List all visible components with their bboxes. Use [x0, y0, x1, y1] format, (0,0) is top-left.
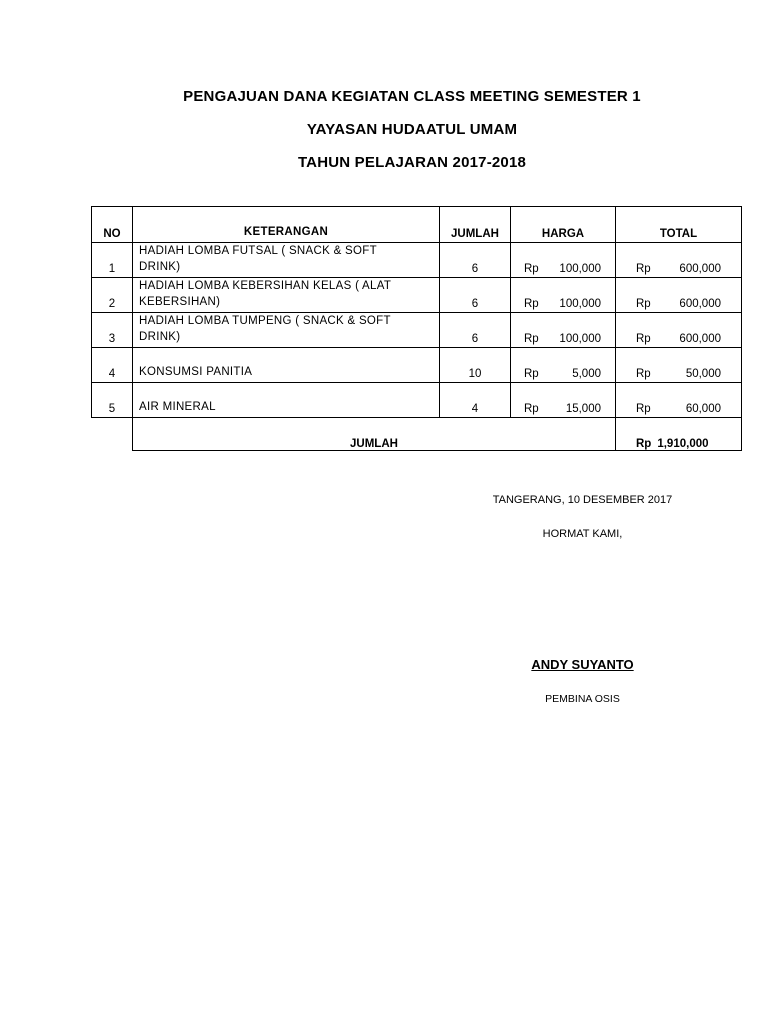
row-harga-currency: Rp — [524, 298, 539, 310]
row-total-currency: Rp — [636, 263, 651, 275]
row-harga — [511, 348, 616, 383]
row-keterangan — [133, 313, 440, 348]
table-row — [92, 278, 742, 313]
row-jumlah: 6 — [440, 278, 511, 313]
row-total — [616, 348, 742, 383]
sum-total — [616, 418, 742, 451]
row-no: 4 — [92, 348, 133, 383]
table-header-row — [92, 207, 742, 243]
row-total-value: 60,000 — [685, 403, 721, 415]
row-no: 1 — [92, 243, 133, 278]
row-total — [616, 383, 742, 418]
sum-total-value: 1,910,000 — [657, 438, 709, 450]
row-keterangan — [133, 383, 440, 418]
col-header-harga: HARGA — [511, 207, 616, 243]
place-date: TANGERANG, 10 DESEMBER 2017 — [492, 494, 673, 506]
signatory-role: PEMBINA OSIS — [545, 693, 620, 705]
sum-label: JUMLAH — [133, 418, 616, 451]
row-no: 3 — [92, 313, 133, 348]
col-header-keterangan: KETERANGAN — [133, 207, 440, 243]
row-keterangan-line2: AIR MINERAL — [139, 401, 216, 413]
col-header-jumlah: JUMLAH — [440, 207, 511, 243]
row-keterangan-line2: KEBERSIHAN) — [139, 296, 221, 308]
row-harga-value: 5,000 — [572, 368, 601, 380]
row-harga — [511, 383, 616, 418]
row-total — [616, 243, 742, 278]
row-keterangan — [133, 348, 440, 383]
row-harga-value: 15,000 — [565, 403, 601, 415]
col-header-total: TOTAL — [616, 207, 742, 243]
sum-empty-cell — [92, 418, 133, 451]
table-sum-row — [92, 418, 742, 451]
signatory-name — [440, 657, 725, 672]
table-row — [92, 348, 742, 383]
row-total-value: 50,000 — [685, 368, 721, 380]
institution-name: YAYASAN HUDAATUL UMAM — [306, 121, 518, 138]
closing-text: HORMAT KAMI, — [542, 528, 623, 540]
row-jumlah: 4 — [440, 383, 511, 418]
row-total-currency: Rp — [636, 403, 651, 415]
row-keterangan — [133, 278, 440, 313]
row-harga-value: 100,000 — [559, 263, 601, 275]
row-keterangan-line2: DRINK) — [139, 331, 181, 343]
col-header-no: NO — [92, 207, 133, 243]
row-total-currency: Rp — [636, 368, 651, 380]
row-harga-value: 100,000 — [559, 333, 601, 345]
academic-year: TAHUN PELAJARAN 2017-2018 — [297, 154, 527, 171]
row-total-currency: Rp — [636, 298, 651, 310]
row-harga — [511, 278, 616, 313]
row-no: 5 — [92, 383, 133, 418]
row-keterangan-line2: DRINK) — [139, 261, 181, 273]
row-total-value: 600,000 — [679, 263, 721, 275]
row-harga-currency: Rp — [524, 368, 539, 380]
sum-total-currency: Rp — [636, 438, 652, 450]
row-total-value: 600,000 — [679, 333, 721, 345]
row-harga-currency: Rp — [524, 403, 539, 415]
row-jumlah: 10 — [440, 348, 511, 383]
row-harga-currency: Rp — [524, 263, 539, 275]
row-no: 2 — [92, 278, 133, 313]
table-row — [92, 243, 742, 278]
row-total-currency: Rp — [636, 333, 651, 345]
budget-table — [91, 206, 742, 451]
row-harga — [511, 243, 616, 278]
signatory-name-text: ANDY SUYANTO — [531, 657, 634, 672]
row-total — [616, 313, 742, 348]
row-keterangan-line1: HADIAH LOMBA KEBERSIHAN KELAS ( ALAT — [139, 280, 392, 292]
row-keterangan-line2: KONSUMSI PANITIA — [139, 366, 253, 378]
table-row — [92, 313, 742, 348]
row-jumlah: 6 — [440, 243, 511, 278]
row-total — [616, 278, 742, 313]
row-keterangan-line1: HADIAH LOMBA FUTSAL ( SNACK & SOFT — [139, 245, 377, 257]
row-harga-currency: Rp — [524, 333, 539, 345]
row-jumlah: 6 — [440, 313, 511, 348]
row-harga-value: 100,000 — [559, 298, 601, 310]
table-row — [92, 383, 742, 418]
row-harga — [511, 313, 616, 348]
row-keterangan-line1: HADIAH LOMBA TUMPENG ( SNACK & SOFT — [139, 315, 391, 327]
row-total-value: 600,000 — [679, 298, 721, 310]
row-keterangan — [133, 243, 440, 278]
document-title: PENGAJUAN DANA KEGIATAN CLASS MEETING SEMESTER 1 — [183, 88, 641, 105]
